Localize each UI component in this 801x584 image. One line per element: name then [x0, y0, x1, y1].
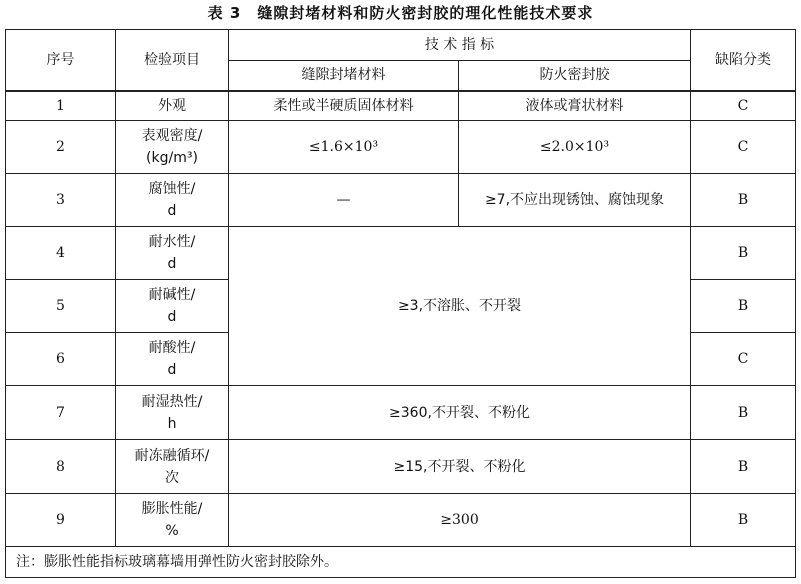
- header-tech: 技 术 指 标: [229, 30, 691, 61]
- row-sealant-value: ≤2.0×10³: [459, 121, 691, 174]
- header-sealant: 防火密封胶: [459, 61, 691, 91]
- table-note: 注：膨胀性能指标玻璃幕墙用弹性防火密封胶除外。: [6, 547, 796, 578]
- row-defect: B: [691, 386, 796, 440]
- row-defect: B: [691, 227, 796, 280]
- item-name: 耐酸性/: [148, 340, 196, 356]
- item-name: 耐湿热性/: [141, 393, 203, 410]
- item-unit: %: [165, 523, 179, 539]
- row-item: [116, 174, 229, 227]
- row-item: [116, 333, 229, 386]
- item-name: 膨胀性能/: [141, 501, 203, 517]
- row-seq: 6: [6, 333, 116, 386]
- properties-table: [5, 29, 796, 578]
- row-item: [116, 280, 229, 333]
- row-defect: C: [691, 333, 796, 386]
- row-seq: 8: [6, 440, 116, 494]
- item-name: 表观密度/: [141, 128, 203, 144]
- header-item: 检验项目: [116, 30, 229, 91]
- row-item: [116, 440, 229, 494]
- row-seq: 5: [6, 280, 116, 333]
- item-unit: (kg/m³): [146, 150, 198, 166]
- merged-value: ≥360,不开裂、不粉化: [229, 386, 691, 440]
- row-defect: B: [691, 174, 796, 227]
- row-defect: B: [691, 440, 796, 494]
- row-seq: 3: [6, 174, 116, 227]
- item-unit: h: [167, 415, 177, 432]
- row-sealant-value: ≥7,不应出现锈蚀、腐蚀现象: [459, 174, 691, 227]
- row-gap-value: ≤1.6×10³: [229, 121, 459, 174]
- row-item: [116, 494, 229, 547]
- header-gap-material: 缝隙封堵材料: [229, 61, 459, 91]
- item-name: 耐水性/: [148, 234, 196, 250]
- row-defect: C: [691, 91, 796, 121]
- merged-value-4-6: ≥3,不溶胀、不开裂: [229, 227, 691, 386]
- item-unit: d: [167, 203, 177, 219]
- item-name: 腐蚀性/: [148, 181, 196, 197]
- item-unit: 次: [165, 469, 179, 486]
- row-defect: C: [691, 121, 796, 174]
- row-item: [116, 227, 229, 280]
- row-seq: 7: [6, 386, 116, 440]
- row-defect: B: [691, 494, 796, 547]
- item-name: 耐冻融循环/: [134, 447, 210, 464]
- item-unit: d: [167, 256, 177, 272]
- row-seq: 2: [6, 121, 116, 174]
- row-item: [116, 121, 229, 174]
- row-gap-value: —: [229, 174, 459, 227]
- row-gap-value: 柔性或半硬质固体材料: [229, 91, 459, 121]
- row-seq: 4: [6, 227, 116, 280]
- row-item: [116, 386, 229, 440]
- table-caption: 表 3 缝隙封堵材料和防火密封胶的理化性能技术要求: [207, 4, 594, 22]
- item-name: 耐碱性/: [148, 287, 196, 303]
- row-seq: 9: [6, 494, 116, 547]
- merged-value: ≥15,不开裂、不粉化: [229, 440, 691, 494]
- row-seq: 1: [6, 91, 116, 121]
- header-seq: 序号: [6, 30, 116, 91]
- merged-value: ≥300: [229, 494, 691, 547]
- item-unit: d: [167, 309, 177, 325]
- item-unit: d: [167, 362, 177, 378]
- row-defect: B: [691, 280, 796, 333]
- row-item: 外观: [116, 91, 229, 121]
- header-defect: 缺陷分类: [691, 30, 796, 91]
- row-sealant-value: 液体或膏状材料: [459, 91, 691, 121]
